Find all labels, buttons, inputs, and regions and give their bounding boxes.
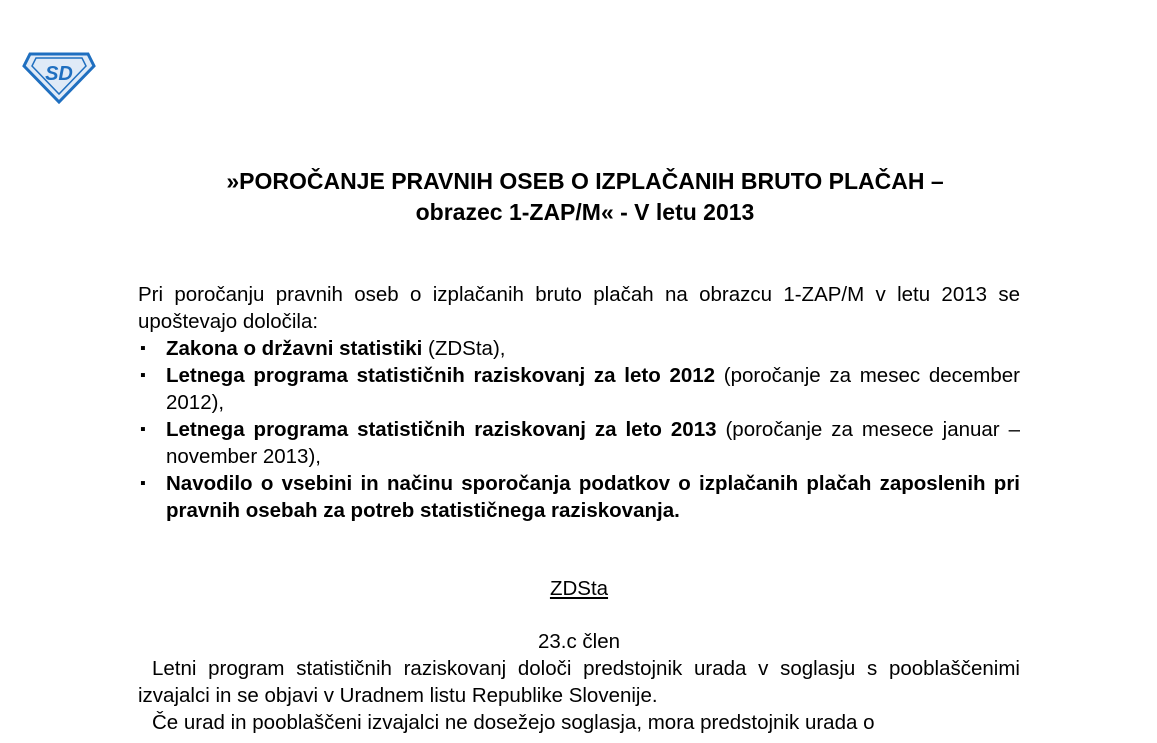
rule-rest-text: (ZDSta), [422, 337, 506, 360]
article-paragraph: Letni program statističnih raziskovanj določi predstojnik urada v soglasju s pooblaščenimi izvajalci in se objavi v Uradnem listu Republike Slovenije. [138, 657, 1020, 707]
intro-section [138, 281, 1020, 524]
document-title [100, 166, 1070, 228]
shield-logo-icon [22, 48, 96, 104]
list-item [138, 335, 1020, 362]
article-body [138, 655, 1020, 736]
section-heading: ZDSta [549, 577, 609, 600]
list-item [138, 416, 1020, 470]
rule-rest-text: (poročanje za mesec december 2012), [166, 364, 1020, 414]
rule-bold-text: Letnega programa statističnih raziskovanj za leto 2012 [166, 364, 716, 387]
list-item [138, 362, 1020, 416]
bullet-icon: ▪ [140, 475, 146, 492]
rule-rest-text: (poročanje za mesece januar – november 2013), [166, 418, 1020, 468]
sd-logo [22, 48, 96, 104]
rule-bold-text: Navodilo o vsebini in načinu sporočanja podatkov o izplačanih plačah zaposlenih pri pravnih osebah za potreb statističnega raziskovanja. [166, 472, 1020, 522]
list-item [138, 470, 1020, 524]
rule-bold-text: Zakona o državni statistiki [166, 337, 423, 360]
bullet-icon: ▪ [140, 421, 146, 438]
logo-text: SD [45, 63, 73, 85]
title-line-2: obrazec 1-ZAP/M« - V letu 2013 [415, 199, 755, 225]
article-paragraph: Če urad in pooblaščeni izvajalci ne dosežejo soglasja, mora predstojnik urada o [152, 711, 875, 734]
bullet-icon: ▪ [140, 340, 146, 357]
article-heading: 23.c člen [537, 630, 621, 653]
rules-list [138, 335, 1020, 524]
rule-bold-text: Letnega programa statističnih raziskovanj za leto 2013 [166, 418, 717, 441]
bullet-icon: ▪ [140, 367, 146, 384]
intro-paragraph: Pri poročanju pravnih oseb o izplačanih bruto plačah na obrazcu 1-ZAP/M v letu 2013 se upoštevajo določila: [138, 283, 1020, 333]
title-line-1: »POROČANJE PRAVNIH OSEB O IZPLAČANIH BRUTO PLAČAH – [226, 168, 944, 194]
